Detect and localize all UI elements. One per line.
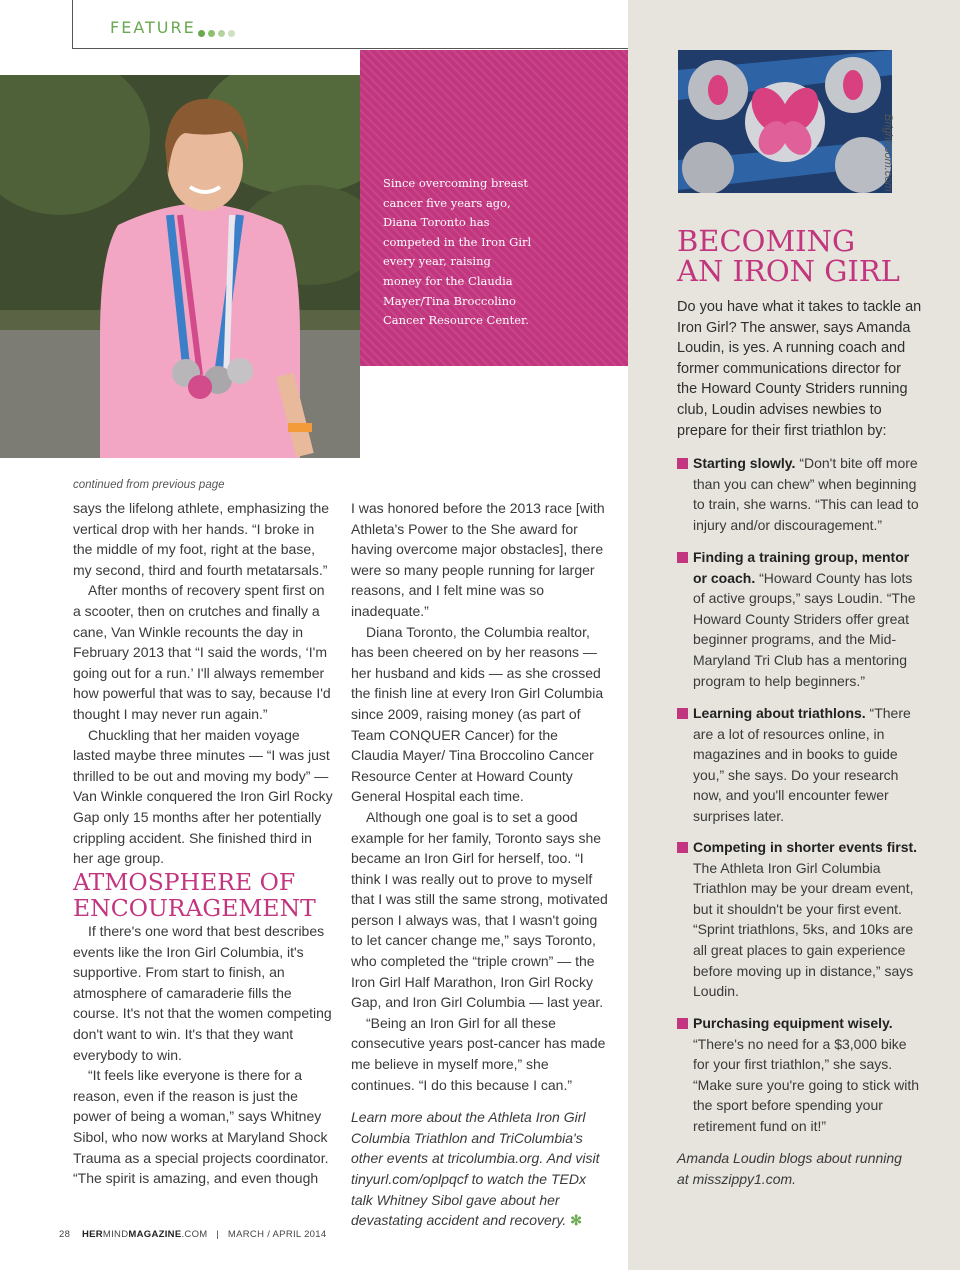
tip-body: “Howard County has lots of active groups,” says Loudin. “The Howard County Striders offer great beginner programs, and the Mid-Maryland Tri Club has a mentoring program to help beginners.” xyxy=(693,569,916,689)
tip-body: “Don't bite off more than you can chew” when beginning to train, she warns. “This can lead to injury and/or discouragement.” xyxy=(693,455,919,533)
issue-date: MARCH / APRIL 2014 xyxy=(227,1229,327,1240)
brand-mind: MIND xyxy=(102,1229,129,1240)
dot-4 xyxy=(228,30,235,37)
closing-note-text: Learn more about the Athleta Iron Girl Columbia Triathlon and TriColumbia's other events at tricolumbia.org. And visit tinyurl.com/oplpqcf to watch the TEDx talk Whitney Sibol gave about her devastating accident and recovery. xyxy=(351,1109,600,1229)
article-column-2 xyxy=(351,498,609,1231)
tip-body: The Athleta Iron Girl Columbia Triathlon may be your dream event, but it shouldn't be your first event. “Sprint triathlons, 5ks, and 10ks are all great places to gain experience before moving up in distance,” says Loudin. xyxy=(693,859,914,1000)
square-bullet-icon xyxy=(677,552,688,563)
article-paragraph: Although one goal is to set a good example for her family, Toronto says she became an Iron Girl for herself, too. “I think I was really out to prove to myself that I was still the same strong, motivated person I always was, that I wasn't going to let cancer change me,” says Toronto, who completed the “triple crown” — the Iron Girl Half Marathon, Iron Girl Rocky Gap, and Iron Girl Columbia — last year. xyxy=(351,808,608,1011)
tip-item xyxy=(677,837,922,1002)
tip-text xyxy=(693,703,922,827)
article-paragraph: Chuckling that her maiden voyage lasted maybe three minutes — “I was just thrilled to be out and moving my body” — Van Winkle conquered the Iron Girl Rocky Gap only 15 months after her potentially crippling accident. She finished third in her age group. xyxy=(73,726,333,867)
article-paragraph: If there's one word that best describes events like the Iron Girl Columbia, it's supportive. From start to finish, an atmosphere of camaraderie fills the course. It's not that the women competing don't want to win. It's that they want everybody to win. xyxy=(73,923,332,1063)
dot-3 xyxy=(218,30,225,37)
continued-note: continued from previous page xyxy=(73,479,225,491)
page-footer xyxy=(59,1229,326,1240)
tip-text xyxy=(693,1013,922,1137)
photo-caption: Since overcoming breast cancer five years ago, Diana Toronto has competed in the Iron Girl every year, raising money for the Claudia Mayer/Tina Broccolino Cancer Resource Center. xyxy=(383,176,532,328)
article-paragraph: says the lifelong athlete, emphasizing the vertical drop with her hands. “I broke in the middle of my foot, right at the base, my second, third and fourth metatarsals.” xyxy=(73,500,330,578)
tip-body: “There's no need for a $3,000 bike for your first triathlon,” she says. “Make sure you're going to stick with the sport before spending your retirement fund on it!” xyxy=(693,1035,919,1134)
tip-item xyxy=(677,703,922,827)
tip-heading: Finding a training group, mentor or coach. xyxy=(693,549,910,586)
tip-item xyxy=(677,547,922,691)
article-paragraph: “Being an Iron Girl for all these consecutive years post-cancer has made me believe in myself more,” she continues. “I do this because I can.” xyxy=(351,1014,606,1093)
subheading-line-2: ENCOURAGEMENT xyxy=(73,894,316,922)
medals-illustration xyxy=(678,50,892,193)
square-bullet-icon xyxy=(677,1018,688,1029)
sidebar-title xyxy=(677,226,937,286)
article-column-1 xyxy=(73,498,335,869)
tip-text xyxy=(693,453,922,535)
dot-1 xyxy=(198,30,205,37)
tip-heading: Purchasing equipment wisely. xyxy=(693,1015,893,1031)
article-subheading xyxy=(73,869,335,921)
square-bullet-icon xyxy=(677,708,688,719)
footer-separator: | xyxy=(216,1229,220,1240)
article-paragraph: I was honored before the 2013 race [with Athleta's Power to the She award for having overcome major obstacles], there were so many people running for larger reasons, and I felt mine was so inadequate.” xyxy=(351,500,605,619)
end-mark-icon: ✻ xyxy=(570,1212,582,1229)
runner-photo-illustration xyxy=(0,75,360,458)
medals-photo xyxy=(678,50,892,193)
tip-body: “There are a lot of resources online, in magazines and in books to guide you,” she says. Do your research now, and you'll encounter fewer surprises later. xyxy=(693,705,911,824)
article-paragraph: “It feels like everyone is there for a reason, even if the reason is just the power of being a woman,” says Whitney Sibol, who now works at Maryland Shock Trauma as a special projects coordinator. “The spirit is amazing, and even though xyxy=(73,1067,329,1187)
brand-magazine: MAGAZINE xyxy=(128,1229,182,1240)
sidebar-title-line-1: BECOMING xyxy=(677,224,856,258)
section-label: FEATURE xyxy=(110,18,196,37)
square-bullet-icon xyxy=(677,458,688,469)
tip-heading: Starting slowly. xyxy=(693,455,796,471)
brand-her: HER xyxy=(81,1229,103,1240)
runner-photo xyxy=(0,75,360,458)
tip-text xyxy=(693,837,922,1002)
subheading-line-1: ATMOSPHERE OF xyxy=(73,868,296,896)
article-column-1-continued xyxy=(73,921,335,1189)
section-dots xyxy=(198,24,238,42)
header-rule-vertical xyxy=(72,0,73,48)
tip-text xyxy=(693,547,922,691)
article-paragraph: Diana Toronto, the Columbia realtor, has been cheered on by her reasons — her husband and kids — as she crossed the finish line at every Iron Girl Columbia since 2009, raising money (as part of Team CONQUER Cancer) for the Claudia Mayer/ Tina Broccolino Cancer Resource Center at Howard County General Hospital each time. xyxy=(351,623,604,805)
tip-item xyxy=(677,453,922,535)
tip-heading: Competing in shorter events first. xyxy=(693,839,918,855)
square-bullet-icon xyxy=(677,842,688,853)
brand-suffix: .COM xyxy=(181,1229,208,1240)
sidebar-intro: Do you have what it takes to tackle an Iron Girl? The answer, says Amanda Loudin, is yes. A running coach and former communications director for the Howard County Striders running club, Loudin advises newbies to prepare for their first triathlon by: xyxy=(677,299,922,439)
sidebar-title-line-2: AN IRON GIRL xyxy=(677,254,900,288)
tip-item xyxy=(677,1013,922,1137)
sidebar-signoff: Amanda Loudin blogs about running at misszippy1.com. xyxy=(677,1150,902,1187)
dot-2 xyxy=(208,30,215,37)
closing-note xyxy=(351,1107,609,1231)
article-paragraph: After months of recovery spent first on a scooter, then on crutches and finally a cane, Van Winkle recounts the day in February 2013 that “I said the words, ‘I'm going out for a run.’ I'll always remember how powerful that was to say, because I'd thought I may never run again.” xyxy=(73,582,331,722)
header-rule-horizontal xyxy=(72,48,628,49)
page-number: 28 xyxy=(59,1229,71,1240)
tip-heading: Learning about triathlons. xyxy=(693,705,866,721)
photo-credit: Brightroom.com xyxy=(882,114,894,192)
